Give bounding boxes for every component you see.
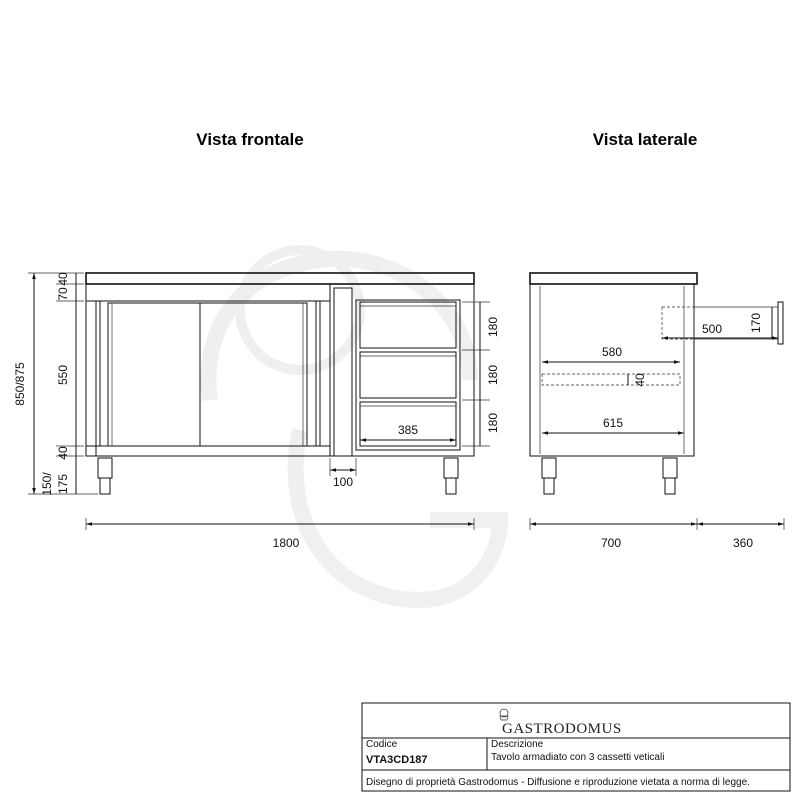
dim-inner-580: 580	[601, 345, 623, 359]
description-value: Tavolo armadiato con 3 cassetti veticali	[491, 752, 665, 763]
description-label: Descrizione	[491, 739, 544, 750]
dim-bottom-40: 40	[56, 446, 70, 460]
dim-ext-360: 360	[732, 536, 754, 550]
dim-gap-40: 40	[633, 373, 647, 387]
dim-gap-100: 100	[332, 475, 354, 489]
dim-depth-700: 700	[600, 536, 622, 550]
dim-drawer-2: 180	[486, 364, 500, 386]
dim-inner-615: 615	[602, 416, 624, 430]
title-block	[362, 703, 790, 791]
dim-drawer-h: 170	[749, 312, 763, 334]
gastrodomus-logo-icon	[500, 709, 508, 720]
code-value: VTA3CD187	[366, 754, 428, 766]
side-view	[530, 273, 783, 494]
dim-legs-b: 175	[56, 473, 70, 495]
front-view	[86, 273, 474, 494]
dim-drawer-3: 180	[486, 412, 500, 434]
footer-note: Disegno di proprietà Gastrodomus - Diffusione e riproduzione vietata a norma di legge.	[366, 777, 750, 788]
code-label: Codice	[366, 739, 398, 750]
dim-width-total: 1800	[272, 536, 300, 550]
dim-body-550: 550	[56, 364, 70, 386]
dim-top-40: 40	[56, 272, 70, 286]
brand-name: GASTRODOMUS	[502, 721, 622, 737]
side-view-title: Vista laterale	[592, 130, 698, 149]
dim-drawer-1: 180	[486, 316, 500, 338]
front-view-title: Vista frontale	[196, 130, 304, 149]
dim-legs-a: 150/	[40, 472, 54, 496]
dim-drawer-width: 385	[397, 423, 419, 437]
dim-height-total: 850/875	[13, 362, 27, 406]
dim-top-70: 70	[56, 287, 70, 301]
dim-drawer-ext: 500	[701, 322, 723, 336]
front-dimensions-left	[13, 272, 98, 496]
